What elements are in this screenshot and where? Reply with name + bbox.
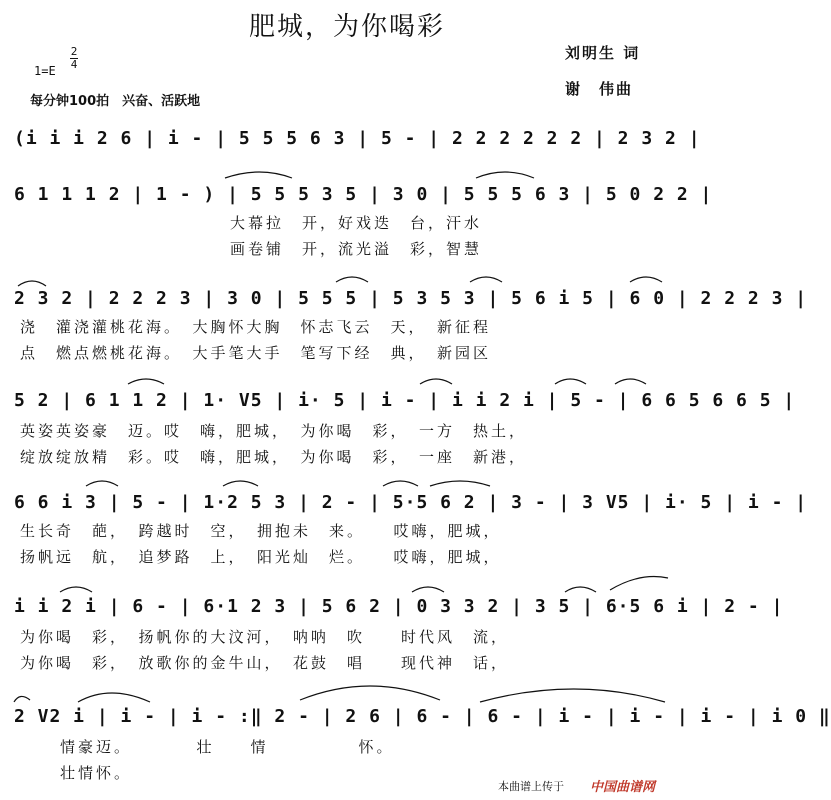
notation-row-5: 6 6 i 3 | 5 - | 1·2 5 3 | 2 - | 5·5 6 2 | 3 - | 3 V5 | i· 5 | i - | [14, 492, 808, 513]
lyrics-row-4-verse-1: 英姿英姿豪 迈。哎 嗨，肥城， 为你喝 彩， 一方 热土， [20, 422, 528, 440]
slur [383, 481, 418, 486]
slur [225, 172, 292, 178]
notation-row-3: 2 3 2 | 2 2 2 3 | 3 0 | 5 5 5 | 5 3 5 3 | 5 6 i 5 | 6 0 | 2 2 2 3 | [14, 288, 808, 309]
composer-credit: 谢 伟曲 [565, 80, 634, 98]
slur [610, 577, 668, 591]
notation-row-6: i i 2 i | 6 - | 6·1 2 3 | 5 6 2 | 0 3 3 2 | 3 5 | 6·5 6 i | 2 - | [14, 596, 784, 617]
notation-row-7: 2 V2 i | i - | i - :‖ 2 - | 2 6 | 6 - | 6 - | i - | i - | i - | i 0 ‖ [14, 706, 831, 727]
slur [630, 277, 662, 282]
time-sig-top: 2 [70, 45, 78, 58]
lyrics-row-5-verse-2: 扬帆远 航， 追梦路 上， 阳光灿 烂。 哎嗨，肥城， [20, 548, 502, 566]
slur [615, 379, 646, 384]
lyrics-row-6-verse-2: 为你喝 彩， 放歌你的金牛山， 花鼓 唱 现代神 话， [20, 654, 510, 672]
slur [14, 696, 30, 702]
song-title: 肥城，为你喝彩 [248, 12, 445, 42]
slur [555, 379, 586, 384]
slur [336, 277, 368, 282]
time-signature [70, 46, 78, 71]
lyrics-row-7-verse-1: 情豪迈。 壮 情 怀。 [60, 738, 395, 756]
notation-row-4: 5 2 | 6 1 1 2 | 1· V5 | i· 5 | i - | i i 2 i | 5 - | 6 6 5 6 6 5 | [14, 390, 796, 411]
site-logo[interactable]: 中国曲谱网 [590, 780, 656, 795]
slur [223, 481, 258, 486]
slur [476, 172, 534, 178]
slur [420, 379, 452, 384]
lyrics-row-6-verse-1: 为你喝 彩， 扬帆你的大汶河， 呐呐 吹 时代风 流， [20, 628, 510, 646]
lyrics-row-3-verse-1: 浇 灌浇灌桃花海。 大胸怀大胸 怀志飞云 天， 新征程 [20, 318, 492, 336]
slur [300, 686, 440, 700]
slur [60, 587, 92, 592]
lyrics-row-5-verse-1: 生长奇 葩， 跨越时 空， 拥抱未 来。 哎嗨，肥城， [20, 522, 502, 540]
slur [78, 693, 150, 702]
lyrics-row-2-verse-1: 大幕拉 开，好戏迭 台，汗水 [230, 214, 483, 232]
lyrics-row-7-verse-2: 壮情怀。 [60, 764, 133, 782]
upload-note: 本曲谱上传于 [498, 780, 564, 793]
slur [412, 587, 444, 592]
lyricist-credit: 刘明生 词 [565, 44, 641, 62]
notation-row-1: (i i i 2 6 | i - | 5 5 5 6 3 | 5 - | 2 2 2 2 2 2 | 2 3 2 | [14, 128, 701, 149]
notation-row-2: 6 1 1 1 2 | 1 - ) | 5 5 5 3 5 | 3 0 | 5 5 5 6 3 | 5 0 2 2 | [14, 184, 713, 205]
tempo-marking: 每分钟100拍 兴奋、活跃地 [30, 94, 201, 109]
slur [18, 281, 46, 286]
slur [430, 481, 490, 486]
time-sig-bottom: 4 [70, 58, 78, 71]
slur [128, 379, 164, 384]
lyrics-row-4-verse-2: 绽放绽放精 彩。哎 嗨，肥城， 为你喝 彩， 一座 新港， [20, 448, 528, 466]
slur [470, 277, 502, 282]
key-signature: 1=E [34, 64, 56, 78]
slur [86, 481, 118, 486]
slur [480, 689, 665, 702]
lyrics-row-3-verse-2: 点 燃点燃桃花海。 大手笔大手 笔写下经 典， 新园区 [20, 344, 492, 362]
lyrics-row-2-verse-2: 画卷铺 开，流光溢 彩，智慧 [230, 240, 483, 258]
slur [565, 587, 596, 592]
